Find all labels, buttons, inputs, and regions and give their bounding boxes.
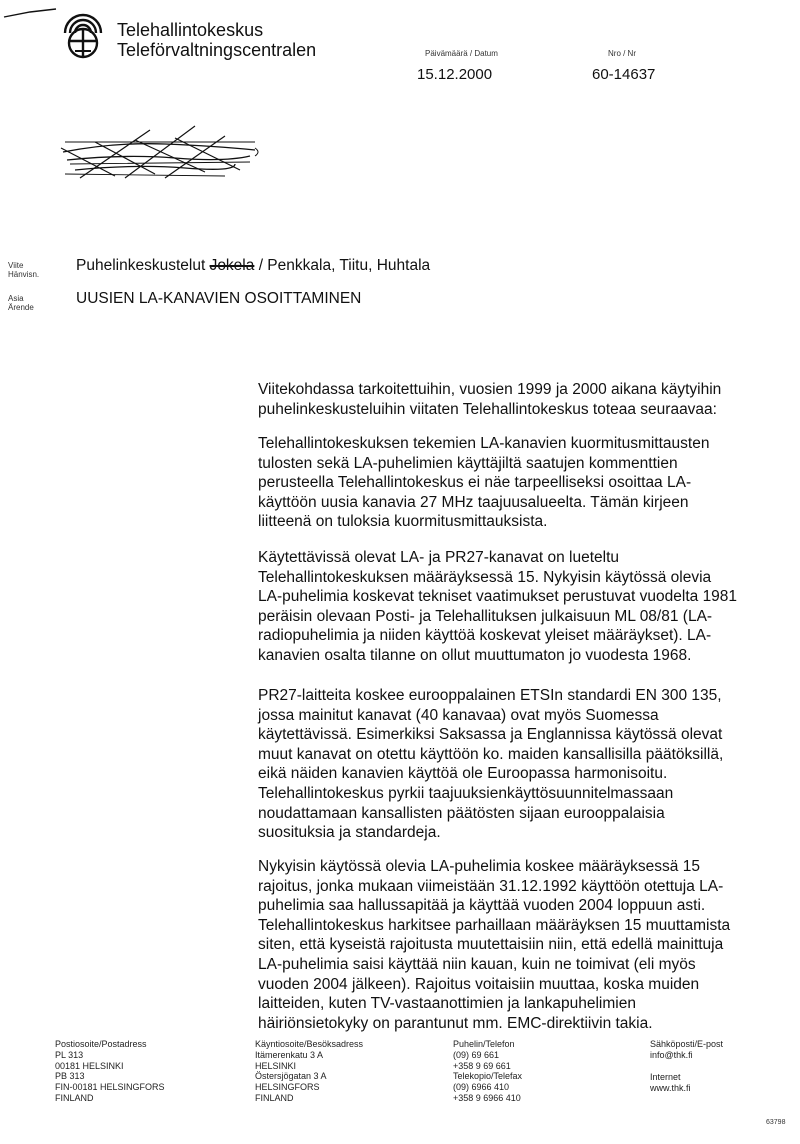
subject-label-fi: Asia [8, 294, 24, 303]
pen-mark-top [2, 4, 62, 20]
footer-email-label: Sähköposti/E-post [650, 1039, 724, 1049]
reference-names: / Penkkala, Tiitu, Huhtala [258, 257, 431, 274]
document-number: 60-14637 [592, 66, 656, 83]
subject-label-sv: Ärende [8, 303, 34, 312]
footer-website: www.thk.fi [650, 1083, 691, 1093]
footer-internet-label: Internet [650, 1072, 681, 1082]
reference-prefix: Puhelinkeskustelut [76, 257, 206, 274]
date-label: Päivämäärä / Datum [425, 49, 498, 58]
redacted-addressee-scribble [55, 112, 270, 192]
org-name-finnish: Telehallintokeskus [117, 20, 264, 40]
footer-document-code: 63798 [766, 1119, 786, 1126]
body-paragraph-3: Käytettävissä olevat LA- ja PR27-kanavat on lueteltu Telehallintokeskuksen määräyksessä 15. Nykyisin käytössä olevia LA-puhelimia koskevat tekniset vaatimukset perustuvat vuodelta 1981 peräisin olevaan Posti- ja Telehallituksen julkaisuun ML 08/81 (LA- radiopuhelimia ja niiden käyttöä koskevat yleiset määräykset). LA- kanavien osalta tilanne on ollut muuttumaton jo vuodesta 1968. [258, 549, 738, 664]
number-label: Nro / Nr [608, 49, 636, 58]
logo-icon [60, 13, 106, 61]
subject-value: UUSIEN LA-KANAVIEN OSOITTAMINEN [76, 290, 362, 307]
footer-postal-address: Postiosoite/Postadress PL 313 00181 HELSINKI PB 313 FIN-00181 HELSINGFORS FINLAND [55, 1039, 165, 1103]
body-paragraph-1: Viitekohdassa tarkoitettuihin, vuosien 1999 ja 2000 aikana käytyihin puhelinkeskusteluihin viitaten Telehallintokeskus toteaa seuraavaa: [258, 381, 722, 418]
footer-phone-fax: Puhelin/Telefon (09) 69 661 +358 9 69 661 Telekopio/Telefax (09) 6966 410 +358 9 6966 410 [453, 1039, 523, 1103]
footer-visiting-address: Käyntiosoite/Besöksadress Itämerenkatu 3 A HELSINKI Östersjögatan 3 A HELSINGFORS FINLAND [255, 1039, 364, 1103]
body-paragraph-2: Telehallintokeskuksen tekemien LA-kanavien kuormitusmittausten tulosten sekä LA-puhelimien käyttäjiltä saatujen kommenttien perusteella Telehallintokeskus ei näe tarpeelliseksi osoittaa LA- käyttöön uusia kanavia 27 MHz taajuusalueelta. Tämän kirjeen liitteenä on tuloksia kuormitusmittauksista. [258, 435, 710, 531]
body-paragraph-5: Nykyisin käytössä olevia LA-puhelimia koskee määräyksessä 15 rajoitus, jonka mukaan viimeistään 31.12.1992 käyttöön otettuja LA- puhelimia saa hallussapitää ja käyttää vuoden 2004 loppuun asti. Telehallintokeskus harkitsee parhaillaan määräyksen 15 muuttamista siten, että kyseistä rajoitusta muutettaisiin niin, että edellä mainittuja LA-puhelimia saisi käyttää niin kauan, kuin ne toimivat (eli myös vuoden 2004 jälkeen). Rajoitus voitaisiin muuttaa, koska muiden laitteiden, kuten TV-vastaanottimien ja lankapuhelimien häiriönsietokyky on parantunut mm. EMC-direktiivin takia. [258, 858, 731, 1032]
reference-label-fi: Viite [8, 261, 24, 270]
reference-value [76, 257, 430, 275]
org-name-swedish: Teleförvaltningscentralen [117, 40, 317, 60]
body-paragraph-4: PR27-laitteita koskee eurooppalainen ETSIn standardi EN 300 135, jossa mainitut kanavat (40 kanavaa) ovat myös Suomessa käytettävissä. Esimerkiksi Saksassa ja Englannissa käytössä olevat muut kanavat on otettu käyttöön ko. maiden kansallisilla päätöksillä, eikä näiden kanavien käyttöä ole Euroopassa harmonisoitu. Telehallintokeskus pyrkii taajuuksienkäyttösuunnitelmassaan noudattamaan kansallisten päätösten sijaan eurooppalaisia suosituksia ja standardeja. [258, 687, 724, 842]
date-value: 15.12.2000 [417, 66, 493, 83]
reference-struck-name: Jokela [209, 257, 255, 274]
reference-label-sv: Hänvisn. [8, 270, 40, 279]
footer-email: info@thk.fi [650, 1050, 693, 1060]
